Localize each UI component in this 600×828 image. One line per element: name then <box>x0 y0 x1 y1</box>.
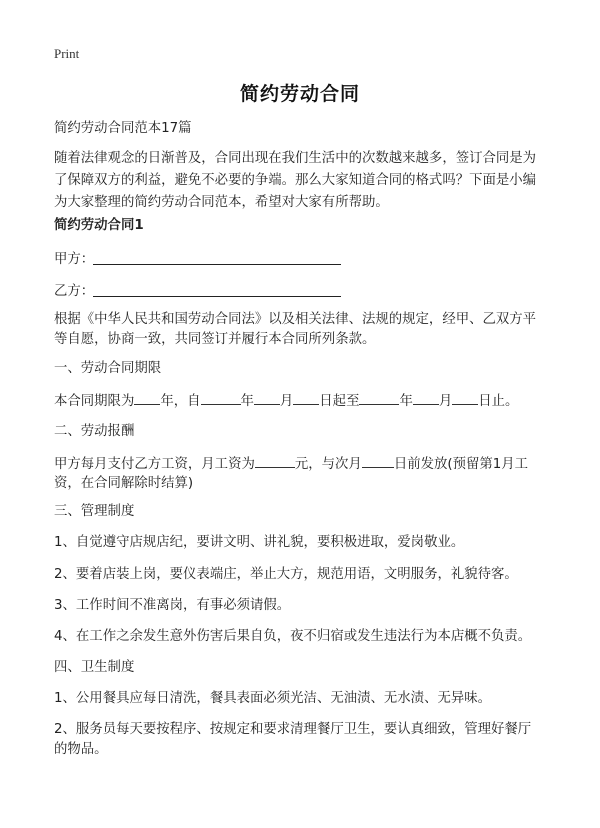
party-b-label: 乙方： <box>54 284 95 299</box>
term-years-blank <box>134 390 160 405</box>
term-text: 年 <box>240 394 254 409</box>
term-text: 本合同期限为 <box>54 394 135 409</box>
print-link[interactable]: Print <box>54 46 80 61</box>
salary-blank <box>255 453 295 468</box>
term-text: 日起至 <box>319 394 360 409</box>
intro-line: 为大家整理的简约劳动合同范本，希望对大家有所帮助。 <box>54 195 389 210</box>
end-year-blank <box>359 390 399 405</box>
rule-item: 4、在工作之余发生意外伤害后果自负，夜不归宿或发生违法行为本店概不负责。 <box>54 629 532 644</box>
term-text: 年，自 <box>160 394 201 409</box>
start-day-blank <box>293 390 319 405</box>
clause-heading-pay: 二、劳动报酬 <box>54 424 135 439</box>
intro-line: 了保障双方的利益，避免不必要的争端。那么大家知道合同的格式吗？下面是小编 <box>54 173 537 188</box>
term-text: 年 <box>399 394 413 409</box>
term-text: 月 <box>438 394 453 409</box>
end-day-blank <box>452 390 478 405</box>
basis-line: 等自愿，协商一致，共同签订并履行本合同所列条款。 <box>54 332 376 347</box>
party-a-label: 甲方： <box>54 252 95 267</box>
pay-text: 元，与次月 <box>294 457 362 472</box>
pay-text: 甲方每月支付乙方工资，月工资为 <box>54 457 255 472</box>
pay-line: 资，在合同解除时结算) <box>54 476 194 491</box>
clause-heading-term: 一、劳动合同期限 <box>54 361 162 376</box>
hygiene-item: 2、服务员每天要按程序、按规定和要求清理餐厅卫生，要认真细致，管理好餐厅 <box>54 722 532 737</box>
start-year-blank <box>201 390 241 405</box>
clause-heading-management: 三、管理制度 <box>54 504 135 519</box>
intro-line: 随着法律观念的日渐普及，合同出现在我们生活中的次数越来越多，签订合同是为 <box>54 151 537 166</box>
basis-line: 根据《中华人民共和国劳动合同法》以及相关法律、法规的规定，经甲、乙双方平 <box>54 312 537 327</box>
rule-item: 3、工作时间不准离岗，有事必须请假。 <box>54 598 291 613</box>
term-text: 日止。 <box>478 394 519 409</box>
term-text: 月 <box>279 394 294 409</box>
party-b-blank <box>93 296 341 297</box>
hygiene-item: 的物品。 <box>54 742 108 757</box>
pay-text: 日前发放(预留第1月工 <box>393 457 529 472</box>
document-subtitle: 简约劳动合同范本17篇 <box>54 121 192 136</box>
document-title: 简约劳动合同 <box>239 83 360 105</box>
rule-item: 1、自觉遵守店规店纪，要讲文明、讲礼貌，要积极进取，爱岗敬业。 <box>54 535 465 550</box>
section-heading: 简约劳动合同1 <box>54 218 144 233</box>
hygiene-item: 1、公用餐具应每日清洗，餐具表面必须光洁、无油渍、无水渍、无异味。 <box>54 691 492 706</box>
rule-item: 2、要着店装上岗，要仪表端庄，举止大方，规范用语，文明服务，礼貌待客。 <box>54 567 518 582</box>
end-month-blank <box>413 390 439 405</box>
clause-heading-hygiene: 四、卫生制度 <box>54 660 135 675</box>
party-a-blank <box>93 264 341 265</box>
term-line <box>54 390 550 413</box>
start-month-blank <box>254 390 280 405</box>
pay-day-blank <box>362 453 394 468</box>
